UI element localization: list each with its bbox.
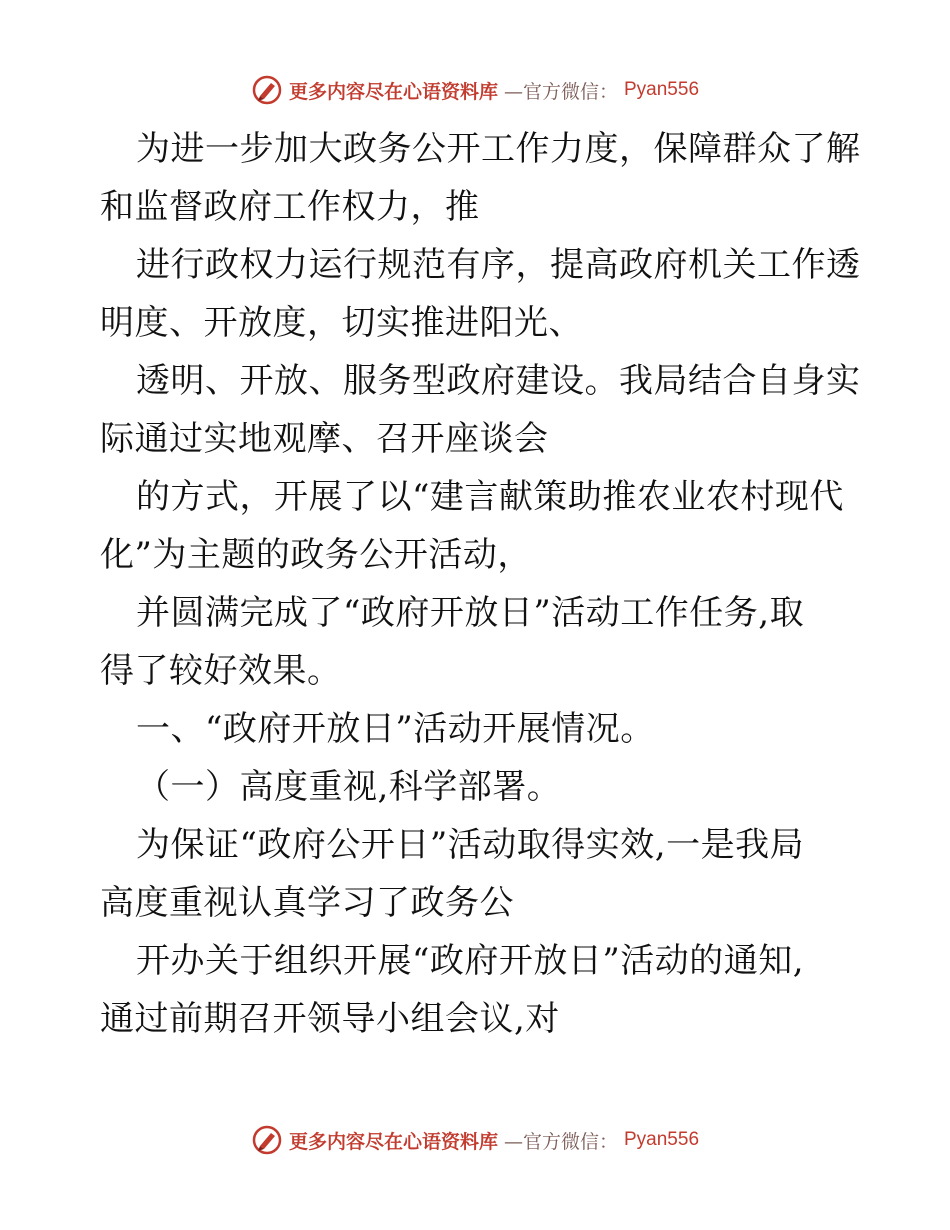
section-heading: 一、“政府开放日”活动开展情况。 [136, 709, 655, 749]
text-line: 高度重视认真学习了政务公 [100, 883, 514, 923]
text-line: 进行政权力运行规范有序，提高政府机关工作透 [136, 245, 861, 285]
text-line: 透明、开放、服务型政府建设。我局结合自身实 [136, 361, 861, 401]
pen-logo-icon [251, 1124, 283, 1156]
text-line: 得了较好效果。 [100, 651, 342, 691]
banner-wechat-id: Pyan556 [624, 1129, 700, 1150]
footer-watermark [0, 1120, 950, 1160]
banner-separator-text: —官方微信： [503, 1130, 618, 1153]
text-line: 开办关于组织开展“政府开放日”活动的通知, [136, 941, 805, 981]
text-line: 的方式，开展了以“建言献策助推农业农村现代 [136, 477, 844, 517]
text-line: 通过前期召开领导小组会议,对 [100, 999, 560, 1039]
text-line: 明度、开放度，切实推进阳光、 [100, 303, 583, 343]
subsection-heading: （一）高度重视,科学部署。 [136, 767, 562, 807]
banner-main-text: 更多内容尽在心语资料库 [288, 80, 498, 103]
document-body [100, 120, 860, 1048]
banner-separator-text: —官方微信： [503, 80, 618, 103]
banner-main-text: 更多内容尽在心语资料库 [288, 1130, 498, 1153]
pen-logo-icon [251, 74, 283, 106]
text-line: 为保证“政府公开日”活动取得实效,一是我局 [136, 825, 805, 865]
header-watermark [0, 70, 950, 110]
text-line: 化”为主题的政务公开活动， [100, 535, 532, 575]
text-line: 和监督政府工作权力，推 [100, 187, 480, 227]
text-line: 际通过实地观摩、召开座谈会 [100, 419, 549, 459]
banner-wechat-id: Pyan556 [624, 79, 700, 100]
text-line: 为进一步加大政务公开工作力度，保障群众了解 [136, 129, 861, 169]
text-line: 并圆满完成了“政府开放日”活动工作任务,取 [136, 593, 805, 633]
